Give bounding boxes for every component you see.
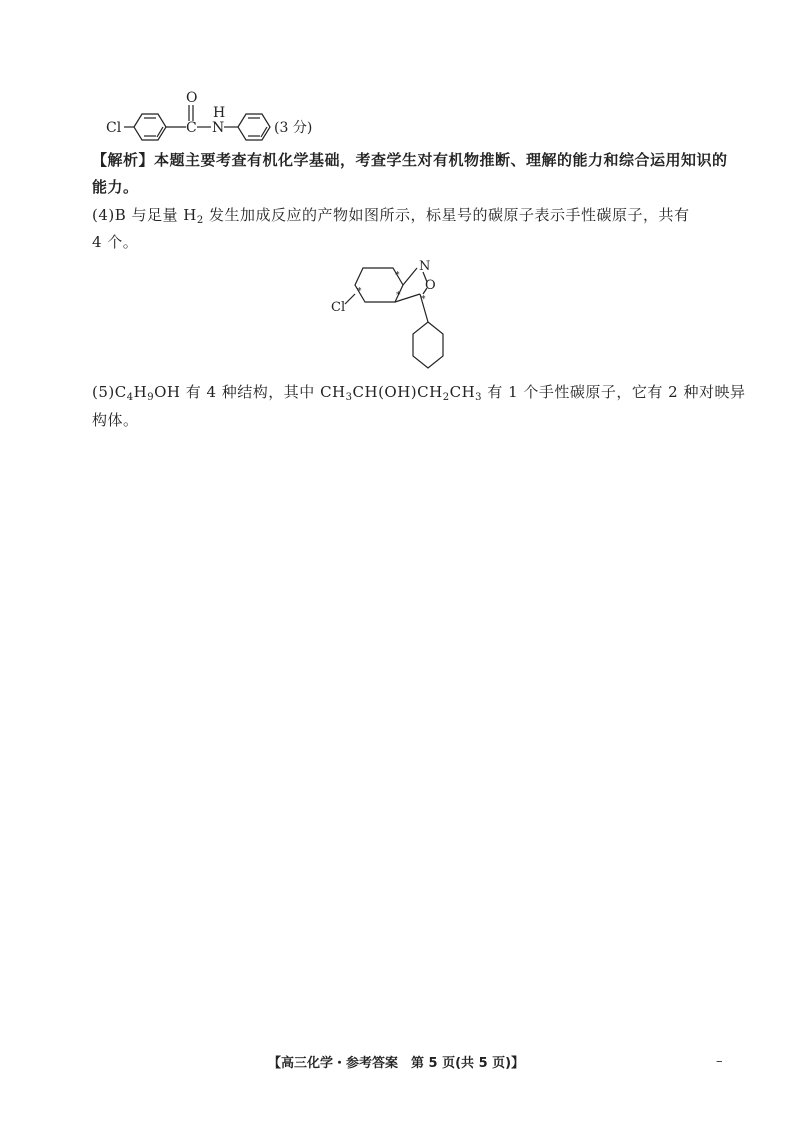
nitrogen-label: N	[419, 259, 431, 274]
hydrogen-label: H	[213, 105, 226, 121]
oxygen-label: O	[186, 90, 198, 106]
chlorine-label: Cl	[106, 120, 122, 136]
carbon-label: C	[186, 120, 197, 136]
page-footer: 【高三化学・参考答案 第 5 页(共 5 页)】	[268, 1056, 525, 1071]
structure-4-chlorobenzanilide	[100, 85, 360, 145]
chiral-star-4: *	[421, 295, 426, 305]
structure-hydrogenated-product	[325, 252, 485, 382]
chlorine-label: Cl	[331, 300, 346, 315]
question-5-line-2: 构体。	[92, 411, 139, 429]
chiral-star-1: *	[395, 271, 400, 281]
oxygen-label: O	[425, 278, 436, 293]
question-4-line-1: (4)B 与足量 $H_2$ 发生加成反应的产物如图所示，标星号的碳原子表示手性碳原子，共有	[92, 206, 690, 226]
question-5-line-1: $(5)C_4H_9OH$ 有 4 种结构，其中 $CH_3CH(OH)CH_2CH_3$ 有 1 个手性碳原子，它有 2 种对映异	[92, 383, 746, 403]
chiral-star-3: *	[396, 291, 401, 301]
footer-mark: –	[716, 1054, 723, 1069]
analysis-line-2: 能力。	[92, 178, 139, 196]
analysis-line-1: 【解析】本题主要考查有机化学基础，考查学生对有机物推断、理解的能力和综合运用知识的	[92, 151, 728, 169]
nitrogen-label: N	[212, 120, 225, 136]
score-label: (3 分)	[274, 120, 313, 136]
chiral-star-2: *	[357, 287, 362, 297]
question-4-line-2: 4 个。	[92, 233, 139, 251]
